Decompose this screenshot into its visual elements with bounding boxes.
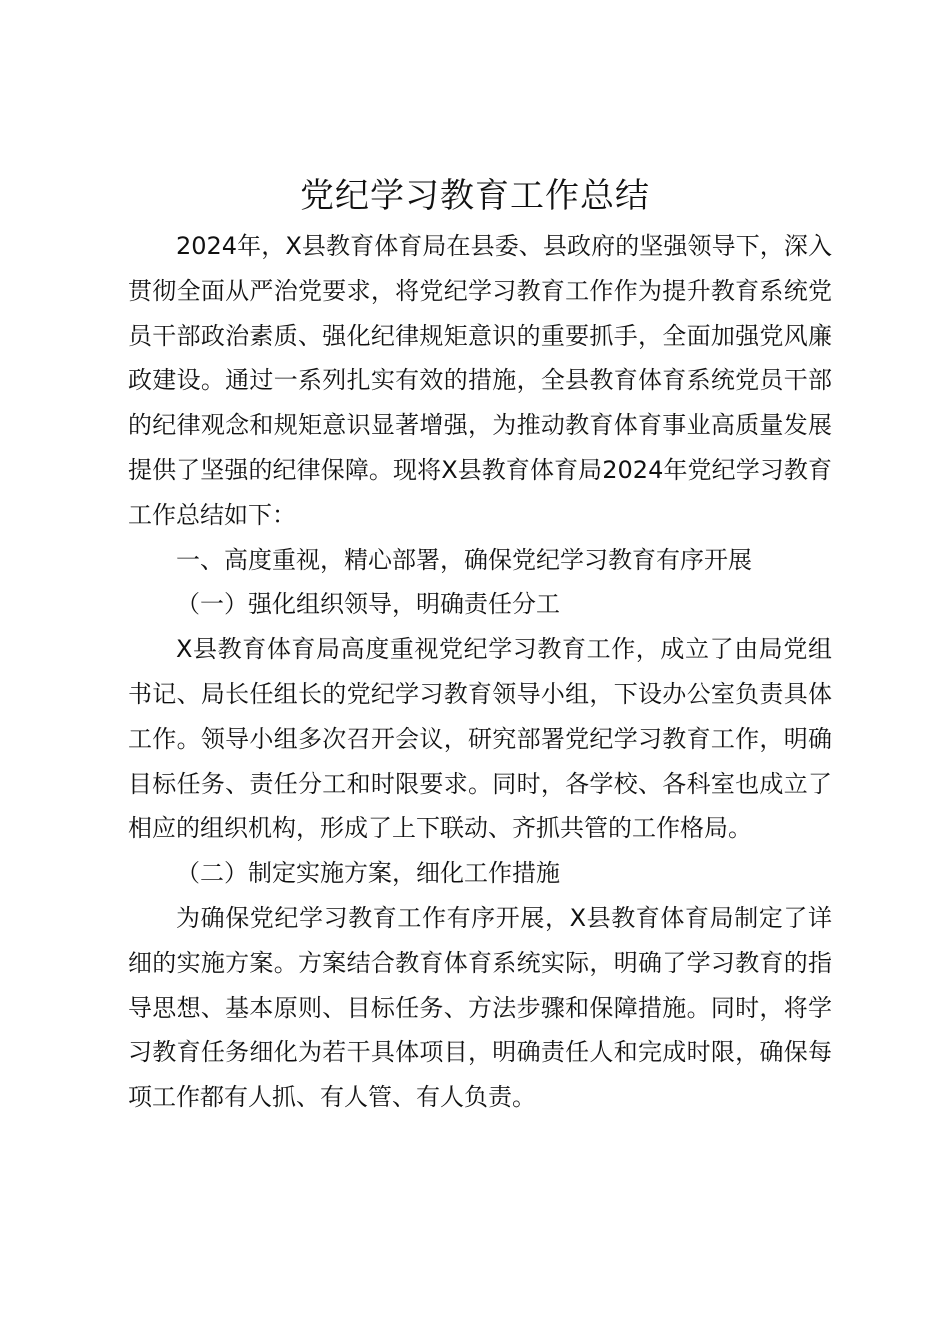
- body-paragraph-1: X县教育体育局高度重视党纪学习教育工作，成立了由局党组书记、局长任组长的党纪学习教育领导小组，下设办公室负责具体工作。领导小组多次召开会议，研究部署党纪学习教育工作，明确目标任务、责任分工和时限要求。同时，各学校、各科室也成立了相应的组织机构，形成了上下联动、齐抓共管的工作格局。: [128, 635, 832, 843]
- subsection-heading-1: （一）强化组织领导，明确责任分工: [176, 590, 560, 619]
- document-body: [128, 224, 832, 1120]
- subsection-heading-2: （二）制定实施方案，细化工作措施: [176, 859, 560, 888]
- section-heading-1: 一、高度重视，精心部署，确保党纪学习教育有序开展: [176, 545, 752, 574]
- document-title: 党纪学习教育工作总结: [300, 176, 650, 216]
- body-paragraph-2: 为确保党纪学习教育工作有序开展，X县教育体育局制定了详细的实施方案。方案结合教育体育系统实际，明确了学习教育的指导思想、基本原则、目标任务、方法步骤和保障措施。同时，将学习教育任务细化为若干具体项目，明确责任人和完成时限，确保每项工作都有人抓、有人管、有人负责。: [128, 903, 832, 1112]
- intro-paragraph: 2024年，X县教育体育局在县委、县政府的坚强领导下，深入贯彻全面从严治党要求，将党纪学习教育工作作为提升教育系统党员干部政治素质、强化纪律规矩意识的重要抓手，全面加强党风廉政建设。通过一系列扎实有效的措施，全县教育体育系统党员干部的纪律观念和规矩意识显著增强，为推动教育体育事业高质量发展提供了坚强的纪律保障。现将X县教育体育局2024年党纪学习教育工作总结如下：: [128, 232, 832, 529]
